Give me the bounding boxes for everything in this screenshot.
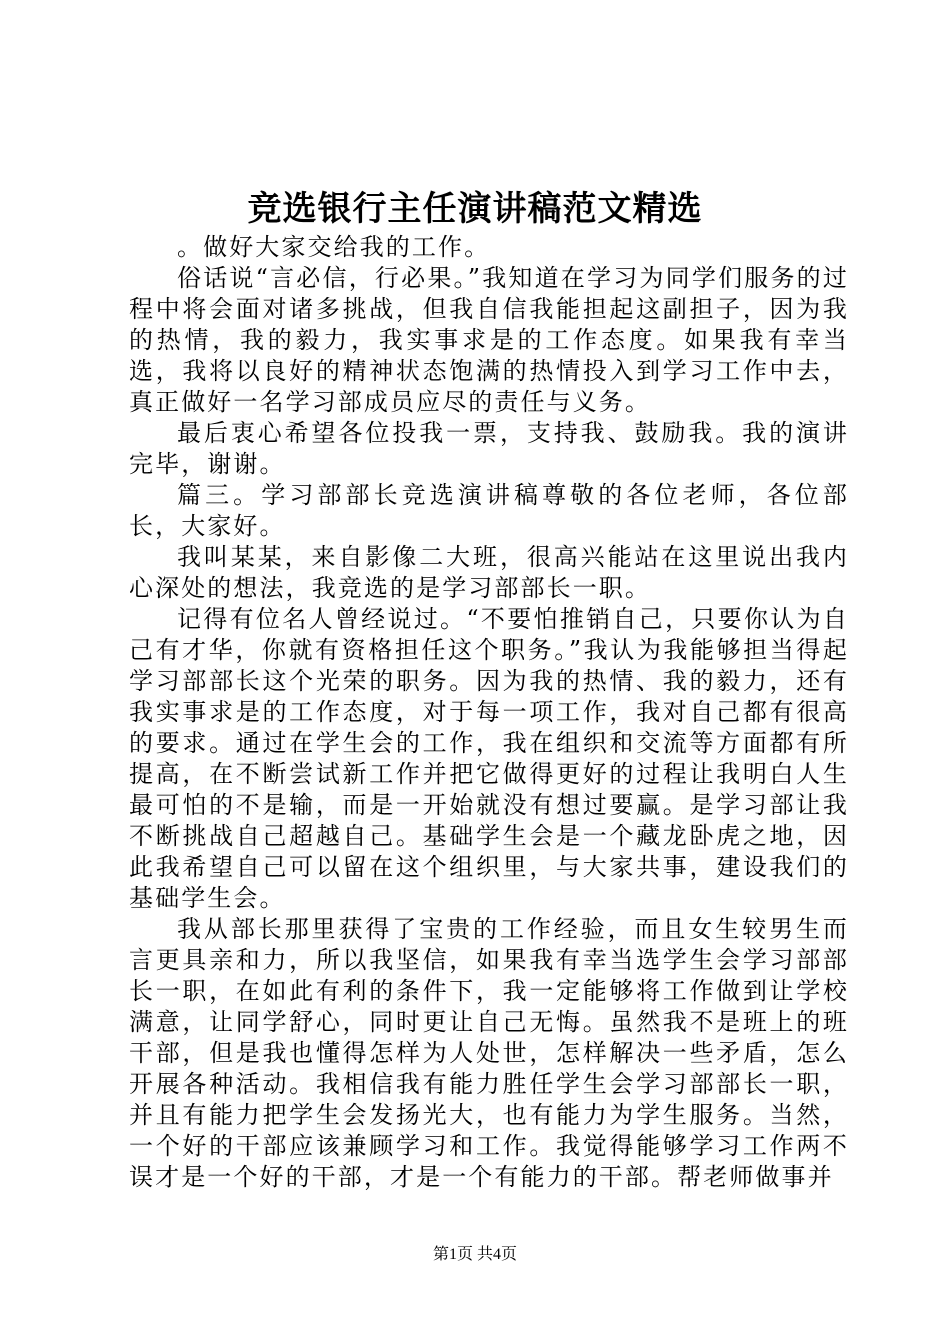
paragraph: 最后衷心希望各位投我一票，支持我、鼓励我。我的演讲完毕，谢谢。	[129, 419, 849, 478]
paragraph: 我从部长那里获得了宝贵的工作经验，而且女生较男生而言更具亲和力，所以我坚信，如果我有幸当选学生会学习部部长一职，在如此有利的条件下，我一定能够将工作做到让学校满意，让同学舒心，同时更让自己无悔。虽然我不是班上的班干部，但是我也懂得怎样为人处世，怎样解决一些矛盾，怎么开展各种活动。我相信我有能力胜任学生会学习部部长一职，并且有能力把学生会发扬光大，也有能力为学生服务。当然，一个好的干部应该兼顾学习和工作。我觉得能够学习工作两不误才是一个好的干部，才是一个有能力的干部。帮老师做事并	[129, 915, 849, 1191]
paragraph: 俗话说“言必信，行必果。”我知道在学习为同学们服务的过程中将会面对诸多挑战，但我自信我能担起这副担子，因为我的热情，我的毅力，我实事求是的工作态度。如果我有幸当选，我将以良好的精神状态饱满的热情投入到学习工作中去，真正做好一名学习部成员应尽的责任与义务。	[129, 264, 849, 416]
paragraph: 我叫某某，来自影像二大班，很高兴能站在这里说出我内心深处的想法，我竞选的是学习部部长一职。	[129, 543, 849, 602]
document-body	[129, 232, 849, 1193]
page-number-footer: 第1页 共4页	[432, 1246, 517, 1263]
document-title: 竞选银行主任演讲稿范文精选	[247, 189, 703, 229]
paragraph: 篇三。学习部部长竞选演讲稿尊敬的各位老师，各位部长，大家好。	[129, 481, 849, 540]
paragraph: 记得有位名人曾经说过。“不要怕推销自己，只要你认为自己有才华，你就有资格担任这个职务。”我认为我能够担当得起学习部部长这个光荣的职务。因为我的热情、我的毅力，还有我实事求是的工作态度，对于每一项工作，我对自己都有很高的要求。通过在学生会的工作，我在组织和交流等方面都有所提高，在不断尝试新工作并把它做得更好的过程让我明白人生最可怕的不是输，而是一开始就没有想过要赢。是学习部让我不断挑战自己超越自己。基础学生会是一个藏龙卧虎之地，因此我希望自己可以留在这个组织里，与大家共事，建设我们的基础学生会。	[129, 605, 849, 912]
paragraph: 。做好大家交给我的工作。	[177, 233, 491, 261]
